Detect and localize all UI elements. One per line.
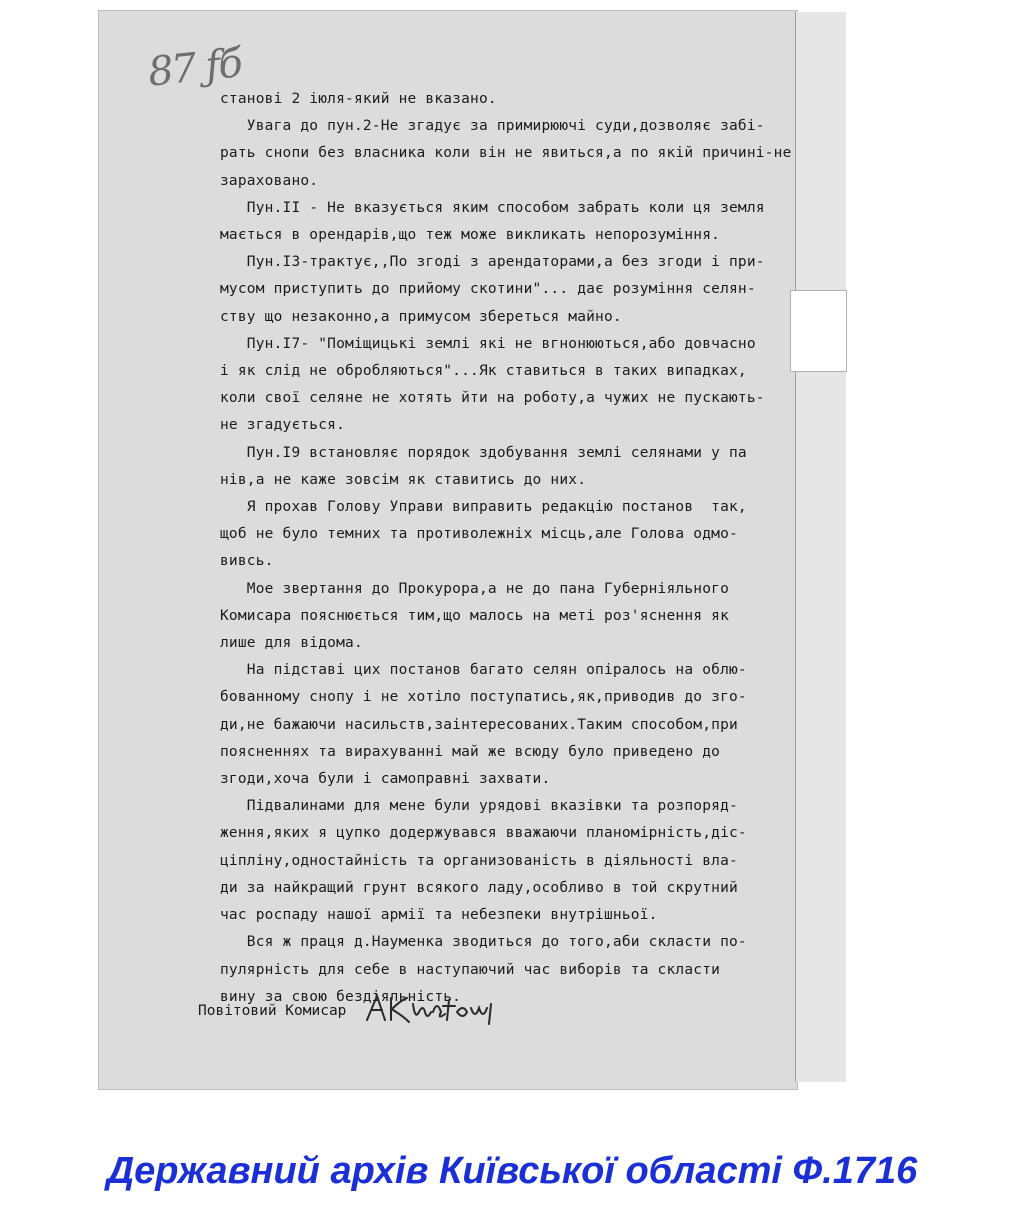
text-line: Я прохав Голову Управи виправить редакцію постанов так,	[220, 499, 747, 516]
text-line: згоди,хоча були і самоправні захвати.	[220, 771, 551, 788]
text-line: коли свої селяне не хотять йти на роботу,а чужих не пускають-	[220, 390, 765, 407]
text-line: ження,яких я цупко додержувався вважаючи планомірність,діс-	[220, 825, 747, 842]
text-line: рать снопи без власника коли він не явиться,а по якій причині-не	[220, 145, 792, 162]
text-line: вивсь.	[220, 553, 274, 570]
text-line: Увага до пун.2-Не згадує за примирюючі суди,дозволяє забі-	[220, 118, 765, 135]
text-line: Пун.ІЗ-трактує,,По згоді з арендаторами,а без згоди і при-	[220, 254, 765, 271]
text-line: ди за найкращий грунт всякого ладу,особливо в той скрутний	[220, 879, 738, 896]
paper-tab	[790, 290, 847, 372]
text-line: мається в орендарів,що теж може викликать непорозуміння.	[220, 227, 721, 244]
text-line: Вся ж праця д.Науменка зводиться до того,аби скласти по-	[220, 934, 747, 951]
text-line: час роспаду нашої армії та небезпеки внутрішньої.	[220, 907, 658, 924]
text-line: зараховано.	[220, 172, 319, 189]
handwritten-signature	[363, 990, 503, 1030]
text-line: мусом приступить до прийому скотини"... дає розуміння селян-	[220, 281, 756, 298]
text-line: ціпліну,одностайність та организованість в діяльності вла-	[220, 852, 738, 869]
text-line: нів,а не каже зовсім як ставитись до них.	[220, 471, 587, 488]
text-line: бованному снопу і не хотіло поступатись,як,приводив до зго-	[220, 689, 747, 706]
signature-block	[198, 1000, 528, 1030]
page-edge	[795, 12, 846, 1082]
text-line: не згадується.	[220, 417, 346, 434]
text-line: Пун.І9 встановляє порядок здобування землі селянами у па	[220, 444, 747, 461]
text-line: лише для відома.	[220, 635, 363, 652]
text-line: вину за свою бездіяльність.	[220, 988, 462, 1005]
text-line: Підвалинами для мене були урядові вказівки та розпоряд-	[220, 798, 738, 815]
text-line: Пун.ІІ - Не вказується яким способом забрать коли ця земля	[220, 199, 765, 216]
text-line: станові 2 іюля-який не вказано.	[220, 91, 497, 107]
archive-caption: Державний архів Київської області Ф.1716	[106, 1150, 918, 1192]
text-line: поясненнях та вирахуванні май же всюду було приведено до	[220, 743, 721, 760]
text-line: і як слід не обробляються"...Як ставиться в таких випадках,	[220, 363, 747, 380]
typed-text-body	[220, 86, 792, 1011]
folio-number: 87 ƒб	[145, 40, 243, 96]
text-line: Пун.І7- "Поміщицькі землі які не вгнонюються,або довчасно	[220, 335, 756, 352]
text-line: Мое звертання до Прокурора,а не до пана Губерніяльного	[220, 580, 729, 597]
text-line: щоб не було темних та противолежніх місць,але Голова одмо-	[220, 526, 738, 543]
text-line: пулярність для себе в наступаючий час виборів та скласти	[220, 961, 721, 978]
text-line: ству що незаконно,а примусом збереться майно.	[220, 308, 622, 325]
text-line: Комисара пояснюється тим,що малось на меті роз'яснення як	[220, 607, 729, 624]
text-line: На підставі цих постанов багато селян опіралось на облю-	[220, 662, 747, 679]
text-line: ди,не бажаючи насильств,заінтересованих.Таким способом,при	[220, 716, 738, 733]
signature-label: Повітовий Комисар	[198, 1003, 347, 1019]
